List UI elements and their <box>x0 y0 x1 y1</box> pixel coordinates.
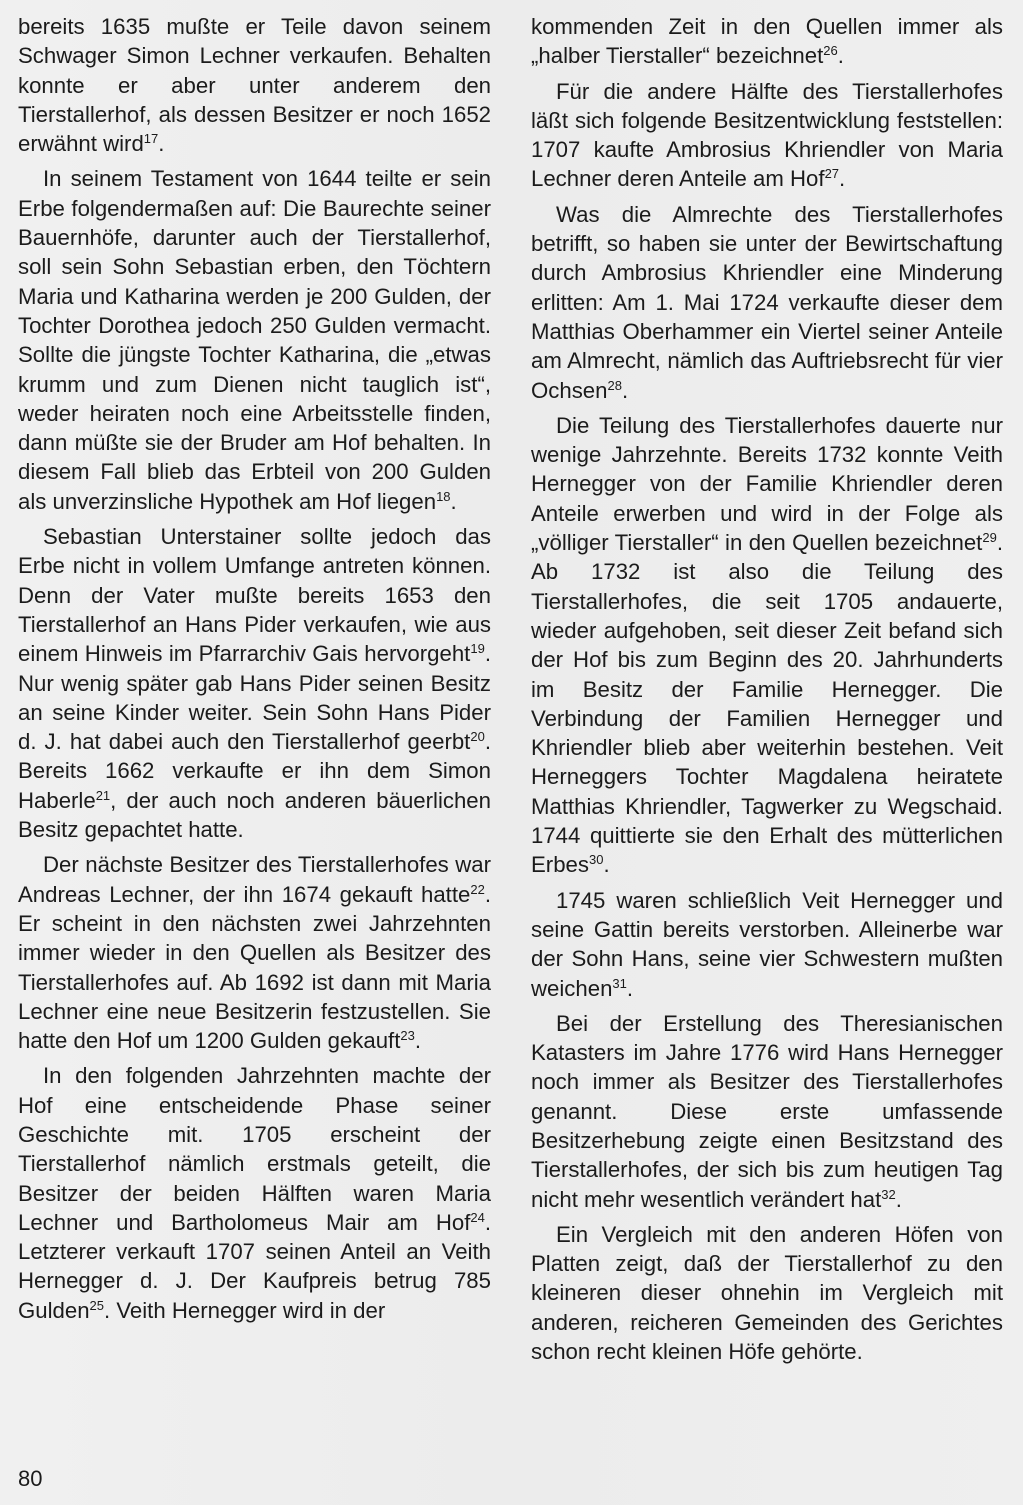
paragraph-text: . <box>837 43 844 69</box>
paragraph-text: . <box>158 131 165 157</box>
footnote-reference: 24 <box>470 1209 485 1225</box>
footnote-reference: 31 <box>612 975 627 991</box>
paragraph <box>531 1220 1003 1366</box>
footnote-reference: 28 <box>607 377 622 393</box>
footnote-reference: 29 <box>982 530 997 546</box>
paragraph-text: . Veith Hernegger wird in der <box>104 1297 386 1323</box>
paragraph-text: . Ab 1732 ist also die Teilung des Tierstallerhofes, die seit 1705 andauerte, wieder aufgehoben, seit dieser Zeit befand sich der Hof bis zum Beginn des 20. Jahrhunderts im Besitz der Familie Hernegger. Die Verbindung der Familien Hernegger und Khriendler blieb aber weiterhin bestehen. Veit Herneggers Tochter Magdalena heiratete Matthias Khriendler, Tagwerker zu Wegschaid. 1744 quittierte sie den Erhalt des mütterlichen Erbes <box>531 530 1003 878</box>
paragraph-text: . Er scheint in den nächsten zwei Jahrzehnten immer wieder in den Quellen als Besitzer des Tierstallerhofes auf. Ab 1692 ist dann mit Maria Lechner eine neue Besitzerin festzustellen. Sie hatte den Hof um 1200 Gulden gekauft <box>18 881 491 1054</box>
paragraph-text: . <box>895 1186 902 1212</box>
footnote-reference: 26 <box>823 43 838 59</box>
footnote-reference: 17 <box>143 131 159 147</box>
footnote-reference: 32 <box>881 1186 896 1202</box>
paragraph <box>18 1061 491 1325</box>
paragraph-text: In den folgenden Jahrzehnten machte der Hof eine entscheidende Phase seiner Geschichte mit. 1705 erscheint der Tierstallerhof nämlich erstmals geteilt, die Besitzer der beiden Hälften waren Maria Lechner und Bartholomeus Mair am Hof <box>18 1063 491 1235</box>
paragraph-text: . <box>839 166 846 192</box>
paragraph-text: . Nur wenig später gab Hans Pider seinen Besitz an seine Kinder weiter. Sein Sohn Hans Pider d. J. hat dabei auch den Tierstallerhof geerbt <box>18 641 491 755</box>
paragraph-text: . <box>621 377 629 403</box>
right-column <box>531 12 1003 1372</box>
paragraph-text: Der nächste Besitzer des Tierstallerhofes war Andreas Lechner, der ihn 1674 gekauft hatte <box>18 852 491 907</box>
paragraph-text: . <box>626 975 634 1001</box>
left-column <box>18 12 491 1331</box>
footnote-reference: 25 <box>89 1297 105 1313</box>
paragraph-text: . Letzterer verkauft 1707 seinen Anteil an Veith Hernegger d. J. Der Kaufpreis betrug 785 Gulden <box>18 1209 491 1323</box>
paragraph <box>531 77 1003 194</box>
footnote-reference: 22 <box>470 881 485 897</box>
paragraph-text: Für die andere Hälfte des Tierstallerhofes läßt sich folgende Besitzentwicklung feststellen: 1707 kaufte Ambrosius Khriendler von Maria Lechner deren Anteile am Hof <box>531 78 1003 192</box>
paragraph-text: . <box>603 852 610 878</box>
footnote-reference: 18 <box>436 488 451 504</box>
footnote-reference: 20 <box>470 729 485 745</box>
paragraph <box>18 850 491 1055</box>
paragraph-text: bereits 1635 mußte er Teile davon seinem Schwager Simon Lechner verkaufen. Behalten konnte er aber unter anderem den Tierstallerhof, als dessen Besitzer er noch 1652 erwähnt wird <box>18 14 491 157</box>
paragraph <box>531 200 1003 405</box>
paragraph <box>531 411 1003 880</box>
paragraph <box>18 522 491 844</box>
paragraph <box>531 1009 1003 1214</box>
footnote-reference: 21 <box>95 787 111 803</box>
paragraph-text: Was die Almrechte des Tierstallerhofes betrifft, so haben sie unter der Bewirtschaftung durch Ambrosius Khriendler eine Minderung erlitten: Am 1. Mai 1724 verkaufte dieser dem Matthias Oberhammer ein Viertel seiner Anteile am Almrecht, nämlich das Auftriebsrecht für vier Ochsen <box>531 201 1003 403</box>
footnote-reference: 19 <box>470 641 485 657</box>
footnote-reference: 27 <box>824 166 840 182</box>
paragraph-text: Ein Vergleich mit den anderen Höfen von Platten zeigt, daß der Tierstallerhof zu den kleineren dieser ohnehin im Vergleich mit anderen, reicheren Gemeinden des Gerichtes schon recht kleinen Höfe gehörte. <box>531 1221 1003 1365</box>
paragraph <box>18 12 491 158</box>
page-number: 80 <box>18 1466 43 1491</box>
paragraph-text: , der auch noch anderen bäuerlichen Besitz gepachtet hatte. <box>18 787 491 843</box>
paragraph-text: Bei der Erstellung des Theresianischen Katasters im Jahre 1776 wird Hans Hernegger noch immer als Besitzer des Tierstallerhofes genannt. Diese erste umfassende Besitzerhebung zeigte einen Besitzstand des Tierstallerhofes, der sich bis zum heutigen Tag nicht mehr wesentlich verändert hat <box>531 1010 1003 1212</box>
paragraph-text: kommenden Zeit in den Quellen immer als „halber Tierstaller“ bezeichnet <box>531 14 1003 69</box>
paragraph-text: Die Teilung des Tierstallerhofes dauerte nur wenige Jahrzehnte. Bereits 1732 konnte Veith Hernegger von der Familie Khriendler deren Anteile erwerben und wird in der Folge als „völliger Tierstaller“ in den Quellen bezeichnet <box>531 412 1003 556</box>
footnote-reference: 23 <box>400 1028 415 1044</box>
paragraph-text: . <box>414 1028 422 1054</box>
paragraph-text: . <box>450 488 457 514</box>
footnote-reference: 30 <box>588 852 604 868</box>
paragraph <box>18 164 491 516</box>
paragraph-text: Sebastian Unterstainer sollte jedoch das Erbe nicht in vollem Umfange antreten können. Denn der Vater mußte bereits 1653 den Tierstallerhof an Hans Pider verkaufen, wie aus einem Hinweis im Pfarrarchiv Gais hervorgeht <box>18 524 491 667</box>
paragraph <box>531 12 1003 71</box>
paragraph-text: In seinem Testament von 1644 teilte er sein Erbe folgendermaßen auf: Die Baurechte seiner Bauernhöfe, darunter auch der Tierstallerhof, soll sein Sohn Sebastian erben, den Töchtern Maria und Katharina werden je 200 Gulden, der Tochter Dorothea jedoch 250 Gulden vermacht. Sollte die jüngste Tochter Katharina, die „etwas krumm und zum Dienen nicht tauglich ist“, weder heiraten noch eine Arbeitsstelle finden, dann müßte sie der Bruder am Hof behalten. In diesem Fall blieb das Erbteil von 200 Gulden als unverzinsliche Hypothek am Hof liegen <box>18 166 491 514</box>
paragraph-text: . Bereits 1662 verkaufte er ihn dem Simon Haberle <box>18 729 491 813</box>
paragraph-text: 1745 waren schließlich Veit Hernegger und seine Gattin bereits verstorben. Alleinerbe war der Sohn Hans, seine vier Schwestern mußten weichen <box>531 887 1003 1001</box>
paragraph <box>531 886 1003 1003</box>
